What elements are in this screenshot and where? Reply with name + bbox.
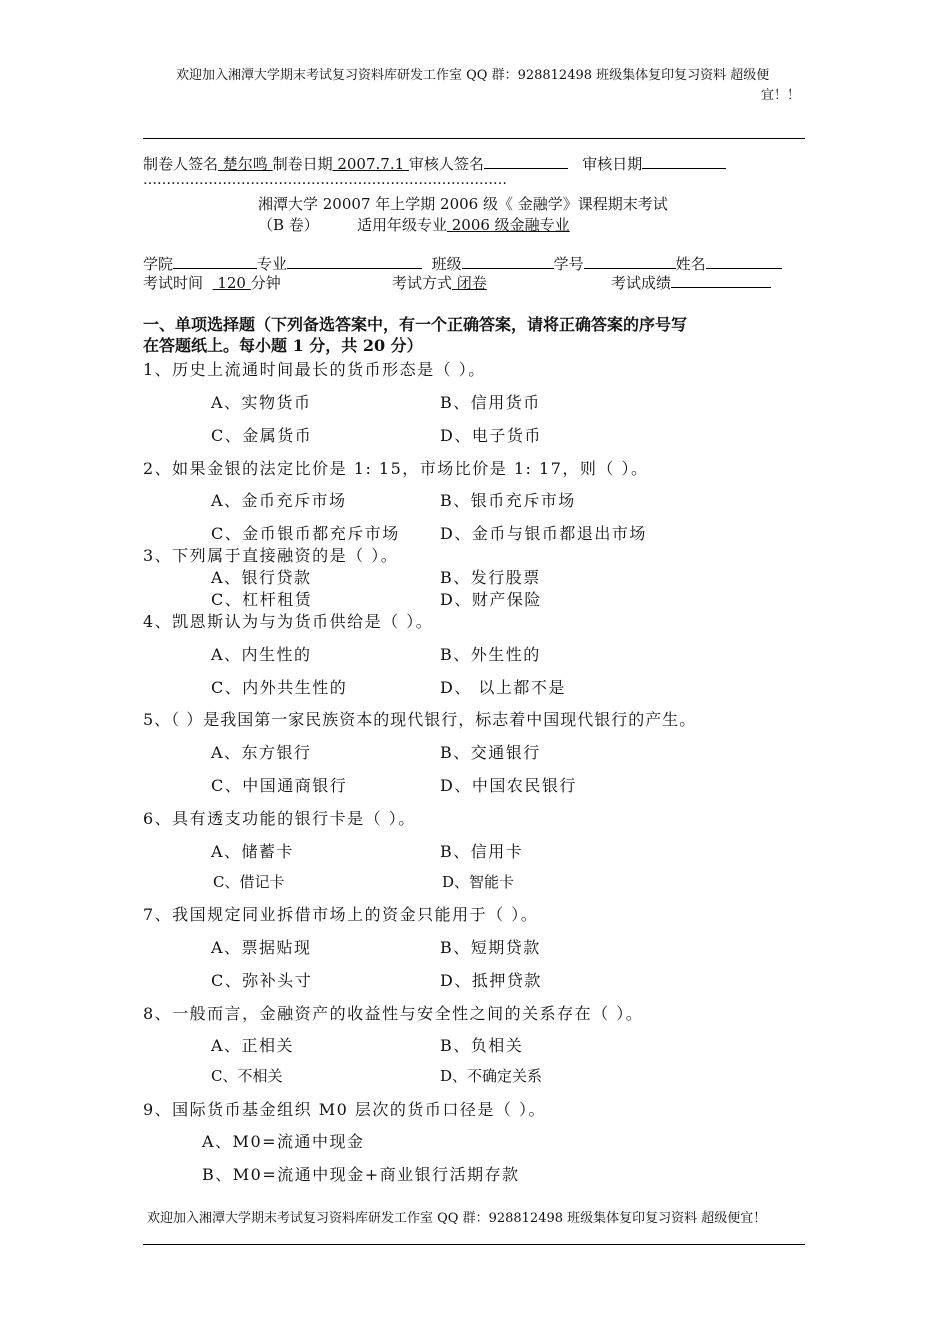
q2-option-a: A、金币充斥市场 bbox=[211, 491, 347, 510]
meta-line bbox=[143, 153, 726, 174]
q9-option-a: A、M0=流通中现金 bbox=[202, 1132, 365, 1151]
method-value: 闭卷 bbox=[452, 274, 487, 292]
major-blank bbox=[287, 254, 422, 269]
review-date-blank bbox=[642, 154, 726, 169]
review-date-label: 审核日期 bbox=[582, 155, 643, 173]
q5-option-d: D、中国农民银行 bbox=[440, 776, 577, 795]
method-field bbox=[392, 272, 487, 293]
question-5: 5、（ ）是我国第一家民族资本的现代银行，标志着中国现代银行的产生。 bbox=[143, 710, 697, 729]
q7-option-d: D、抵押贷款 bbox=[440, 971, 542, 990]
header-rule bbox=[143, 138, 805, 139]
q6-option-a: A、储蓄卡 bbox=[211, 842, 295, 861]
reviewer-label: 审核人签名 bbox=[408, 155, 484, 173]
section-heading-line-2: 在答题纸上。每小题 1 分，共 20 分） bbox=[143, 336, 423, 355]
footer-rule bbox=[143, 1244, 805, 1245]
dotted-line: …………………………………………………………………… bbox=[143, 172, 507, 188]
question-2: 2、如果金银的法定比价是 1: 15，市场比价是 1: 17，则（ ）。 bbox=[143, 459, 649, 478]
q1-option-b: B、信用货币 bbox=[440, 393, 541, 412]
question-9: 9、国际货币基金组织 M0 层次的货币口径是（ ）。 bbox=[143, 1100, 547, 1119]
maker-label: 制卷人签名 bbox=[143, 155, 219, 173]
q1-option-d: D、电子货币 bbox=[440, 426, 542, 445]
exam-title: 湘潭大学 20007 年上学期 2006 级《 金融学》课程期末考试 bbox=[258, 195, 668, 213]
maker-name: 楚尔鸣 bbox=[218, 155, 273, 173]
q5-option-b: B、交通银行 bbox=[440, 743, 541, 762]
time-value: 120 bbox=[212, 274, 251, 292]
question-3: 3、下列属于直接融资的是（ ）。 bbox=[143, 546, 399, 565]
date-label: 制卷日期 bbox=[272, 155, 333, 173]
q6-option-d: D、智能卡 bbox=[442, 873, 515, 891]
question-6: 6、具有透支功能的银行卡是（ ）。 bbox=[143, 809, 416, 828]
grade-label: 适用年级专业 bbox=[356, 216, 447, 234]
score-label: 考试成绩 bbox=[611, 274, 672, 292]
q3-option-a: A、银行贷款 bbox=[211, 568, 312, 587]
header-line-1: 欢迎加入湘潭大学期末考试复习资料库研发工作室 QQ 群：928812498 班级集体复印复习资料 超级便 bbox=[176, 68, 770, 83]
question-1: 1、历史上流通时间最长的货币形态是（ ）。 bbox=[143, 360, 486, 379]
q4-option-c: C、内外共生性的 bbox=[211, 678, 348, 697]
q7-option-a: A、票据贴现 bbox=[211, 938, 312, 957]
q3-option-d: D、财产保险 bbox=[440, 590, 542, 609]
question-7: 7、我国规定同业拆借市场上的资金只能用于（ ）。 bbox=[143, 905, 539, 924]
student-line-1 bbox=[143, 253, 782, 274]
reviewer-blank bbox=[484, 154, 568, 169]
q3-option-c: C、杠杆租赁 bbox=[211, 590, 313, 609]
q8-option-a: A、正相关 bbox=[211, 1036, 295, 1055]
header-line-2: 宜！！ bbox=[761, 88, 801, 103]
q1-option-c: C、金属货币 bbox=[211, 426, 313, 445]
q5-option-c: C、中国通商银行 bbox=[211, 776, 348, 795]
name-label: 姓名 bbox=[675, 255, 706, 273]
question-4: 4、凯恩斯认为与为货币供给是（ ）。 bbox=[143, 612, 434, 631]
q4-option-b: B、外生性的 bbox=[440, 645, 541, 664]
id-label: 学号 bbox=[553, 255, 584, 273]
footer-text: 欢迎加入湘潭大学期末考试复习资料库研发工作室 QQ 群：928812498 班级集体复印复习资料 超级便宜！ bbox=[147, 1211, 767, 1226]
college-label: 学院 bbox=[143, 255, 174, 273]
q8-option-d: D、不确定关系 bbox=[440, 1067, 543, 1085]
q1-option-a: A、实物货币 bbox=[211, 393, 312, 412]
q3-option-b: B、发行股票 bbox=[440, 568, 541, 587]
date-value: 2007.7.1 bbox=[332, 155, 409, 173]
q7-option-b: B、短期贷款 bbox=[440, 938, 541, 957]
class-blank bbox=[462, 254, 554, 269]
score-blank bbox=[671, 273, 771, 288]
q8-option-b: B、负相关 bbox=[440, 1036, 524, 1055]
q5-option-a: A、东方银行 bbox=[211, 743, 312, 762]
q8-option-c: C、不相关 bbox=[211, 1067, 283, 1085]
q9-option-b: B、M0=流通中现金+商业银行活期存款 bbox=[202, 1165, 520, 1184]
name-blank bbox=[706, 254, 782, 269]
q4-option-d: D、 以上都不是 bbox=[440, 678, 566, 697]
q2-option-d: D、金币与银币都退出市场 bbox=[440, 524, 647, 543]
time-label: 考试时间 bbox=[143, 274, 204, 292]
method-label: 考试方式 bbox=[392, 274, 453, 292]
q6-option-b: B、信用卡 bbox=[440, 842, 524, 861]
time-unit: 分钟 bbox=[250, 274, 281, 292]
grade-value: 2006 级金融专业 bbox=[446, 216, 570, 234]
class-label: 班级 bbox=[431, 255, 462, 273]
id-blank bbox=[584, 254, 676, 269]
question-8: 8、一般而言，金融资产的收益性与安全性之间的关系存在（ ）。 bbox=[143, 1004, 644, 1023]
exam-subtitle bbox=[258, 214, 570, 235]
q7-option-c: C、弥补头寸 bbox=[211, 971, 313, 990]
student-line-2 bbox=[143, 272, 281, 293]
college-blank bbox=[173, 254, 257, 269]
section-heading-line-1: 一、单项选择题（下列备选答案中，有一个正确答案，请将正确答案的序号写 bbox=[143, 315, 688, 334]
q2-option-b: B、银币充斥市场 bbox=[440, 491, 576, 510]
q4-option-a: A、内生性的 bbox=[211, 645, 312, 664]
major-label: 专业 bbox=[257, 255, 288, 273]
q2-option-c: C、金币银币都充斥市场 bbox=[211, 524, 400, 543]
paper-label: （B 卷） bbox=[258, 216, 319, 234]
score-field bbox=[611, 272, 771, 293]
q6-option-c: C、借记卡 bbox=[213, 873, 285, 891]
